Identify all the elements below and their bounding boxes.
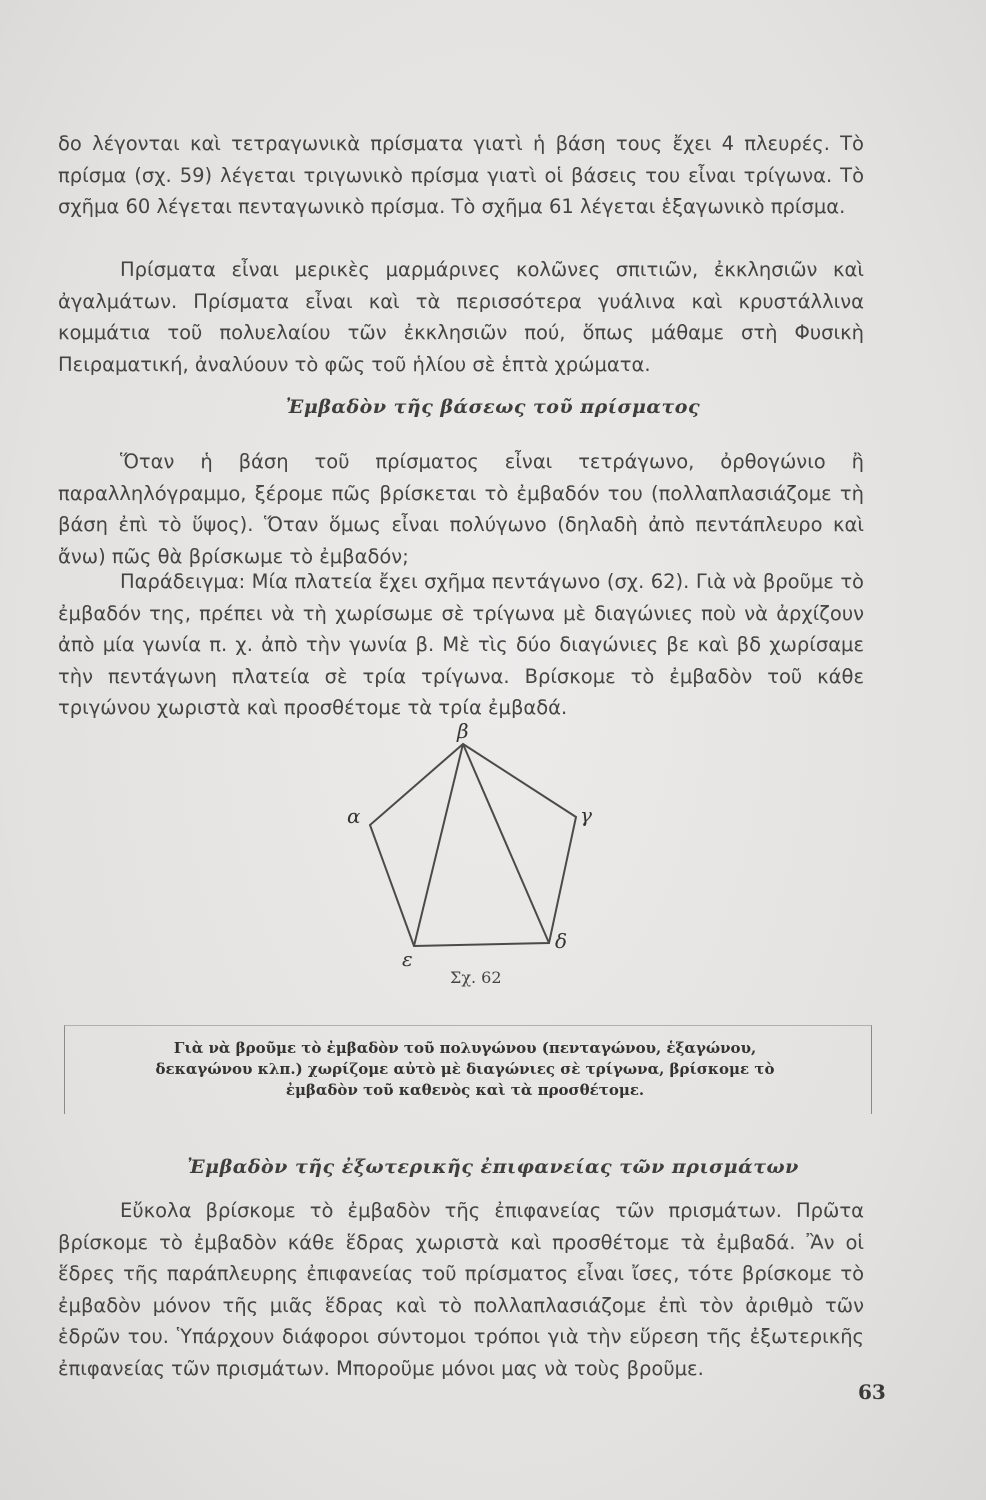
vertex-label-b: β bbox=[457, 719, 469, 743]
vertex-label-d: δ bbox=[555, 929, 568, 953]
vertex-label-c: γ bbox=[580, 803, 592, 827]
diagonal-be bbox=[414, 744, 463, 946]
section-heading-base-area: Ἐμβαδὸν τῆς βάσεως τοῦ πρίσματος bbox=[285, 396, 701, 418]
diagonal-bd bbox=[463, 744, 549, 943]
pentagon-outline bbox=[370, 744, 576, 946]
vertex-label-a: α bbox=[347, 804, 361, 828]
vertex-label-e: ε bbox=[402, 947, 413, 971]
rule-box-text: Γιὰ νὰ βροῦμε τὸ ἐμβαδὸν τοῦ πολυγώνου (πενταγώνου, ἑξαγώνου, δεκαγώνου κλπ.) χωρίζομε αὐτὸ μὲ διαγώνιες σὲ τρίγωνα, βρίσκομε τὸ ἐμβαδὸν τοῦ καθενὸς καὶ τὰ προσθέτομε. bbox=[155, 1039, 775, 1099]
base-area-paragraph-2: Παράδειγμα: Μία πλατεία ἔχει σχῆμα πεντάγωνο (σχ. 62). Γιὰ νὰ βροῦμε τὸ ἐμβαδόν της, πρέπει νὰ τὴ χωρίσωμε σὲ τρίγωνα μὲ διαγώνιες ποὺ νὰ ἀρχίζουν ἀπὸ μία γωνία π. χ. ἀπὸ τὴν γωνία β. Μὲ τὶς δύο διαγώνιες βε καὶ βδ χωρίσαμε τὴν πεντάγωνη πλατεία σὲ τρία τρίγωνα. Βρίσκομε τὸ ἐμβαδὸν τοῦ κάθε τριγώνου χωριστὰ καὶ προσθέτομε τὰ τρία ἐμβαδά. bbox=[58, 570, 864, 719]
figure-caption: Σχ. 62 bbox=[450, 968, 502, 987]
surface-area-paragraph: Εὔκολα βρίσκομε τὸ ἐμβαδὸν τῆς ἐπιφανείας τῶν πρισμάτων. Πρῶτα βρίσκομε τὸ ἐμβαδὸν κάθε ἕδρας χωριστὰ καὶ προσθέτομε τὰ ἐμβαδά. Ἂν οἱ ἕδρες τῆς παράπλευρης ἐπιφανείας τοῦ πρίσματος εἶναι ἴσες, τότε βρίσκομε τὸ ἐμβαδὸν μόνον τῆς μιᾶς ἕδρας καὶ τὸ πολλαπλασιάζομε ἐπὶ τὸν ἀριθμὸ τῶν ἑδρῶν του. Ὑπάρχουν διάφοροι σύντομοι τρόποι γιὰ τὴν εὕρεση τῆς ἐξωτερικῆς ἐπιφανείας τῶν πρισμάτων. Μποροῦμε μόνοι μας νὰ τοὺς βροῦμε. bbox=[58, 1199, 864, 1380]
intro-paragraph-2: Πρίσματα εἶναι μερικὲς μαρμάρινες κολῶνες σπιτιῶν, ἐκκλησιῶν καὶ ἀγαλμάτων. Πρίσματα εἶναι καὶ τὰ περισσότερα γυάλινα καὶ κρυστάλλινα κομμάτια τοῦ πολυελαίου τῶν ἐκκλησιῶν πού, ὅπως μάθαμε στὴ Φυσικὴ Πειραματική, ἀναλύουν τὸ φῶς τοῦ ἡλίου σὲ ἑπτὰ χρώματα. bbox=[58, 258, 864, 376]
rule-box bbox=[64, 1025, 872, 1114]
intro-paragraph-1: δο λέγονται καὶ τετραγωνικὰ πρίσματα γιατὶ ἡ βάση τους ἔχει 4 πλευρές. Τὸ πρίσμα (σχ. 59) λέγεται τριγωνικὸ πρίσμα γιατὶ οἱ βάσεις του εἶναι τρίγωνα. Τὸ σχῆμα 60 λέγεται πενταγωνικὸ πρίσμα. Τὸ σχῆμα 61 λέγεται ἑξαγωνικὸ πρίσμα. bbox=[58, 132, 864, 218]
base-area-paragraph-1: Ὅταν ἡ βάση τοῦ πρίσματος εἶναι τετράγωνο, ὀρθογώνιο ἢ παραλληλόγραμμο, ξέρομε πῶς βρίσκεται τὸ ἐμβαδόν του (πολλαπλασιάζομε τὴ βάση ἐπὶ τὸ ὕψος). Ὅταν ὅμως εἶναι πολύγωνο (δηλαδὴ ἀπὸ πεντάπλευρο καὶ ἄνω) πῶς θὰ βρίσκωμε τὸ ἐμβαδόν; bbox=[58, 450, 864, 568]
section-heading-surface-area: Ἐμβαδὸν τῆς ἐξωτερικῆς ἐπιφανείας τῶν πρισμάτων bbox=[187, 1156, 799, 1178]
page-number: 63 bbox=[858, 1380, 886, 1404]
